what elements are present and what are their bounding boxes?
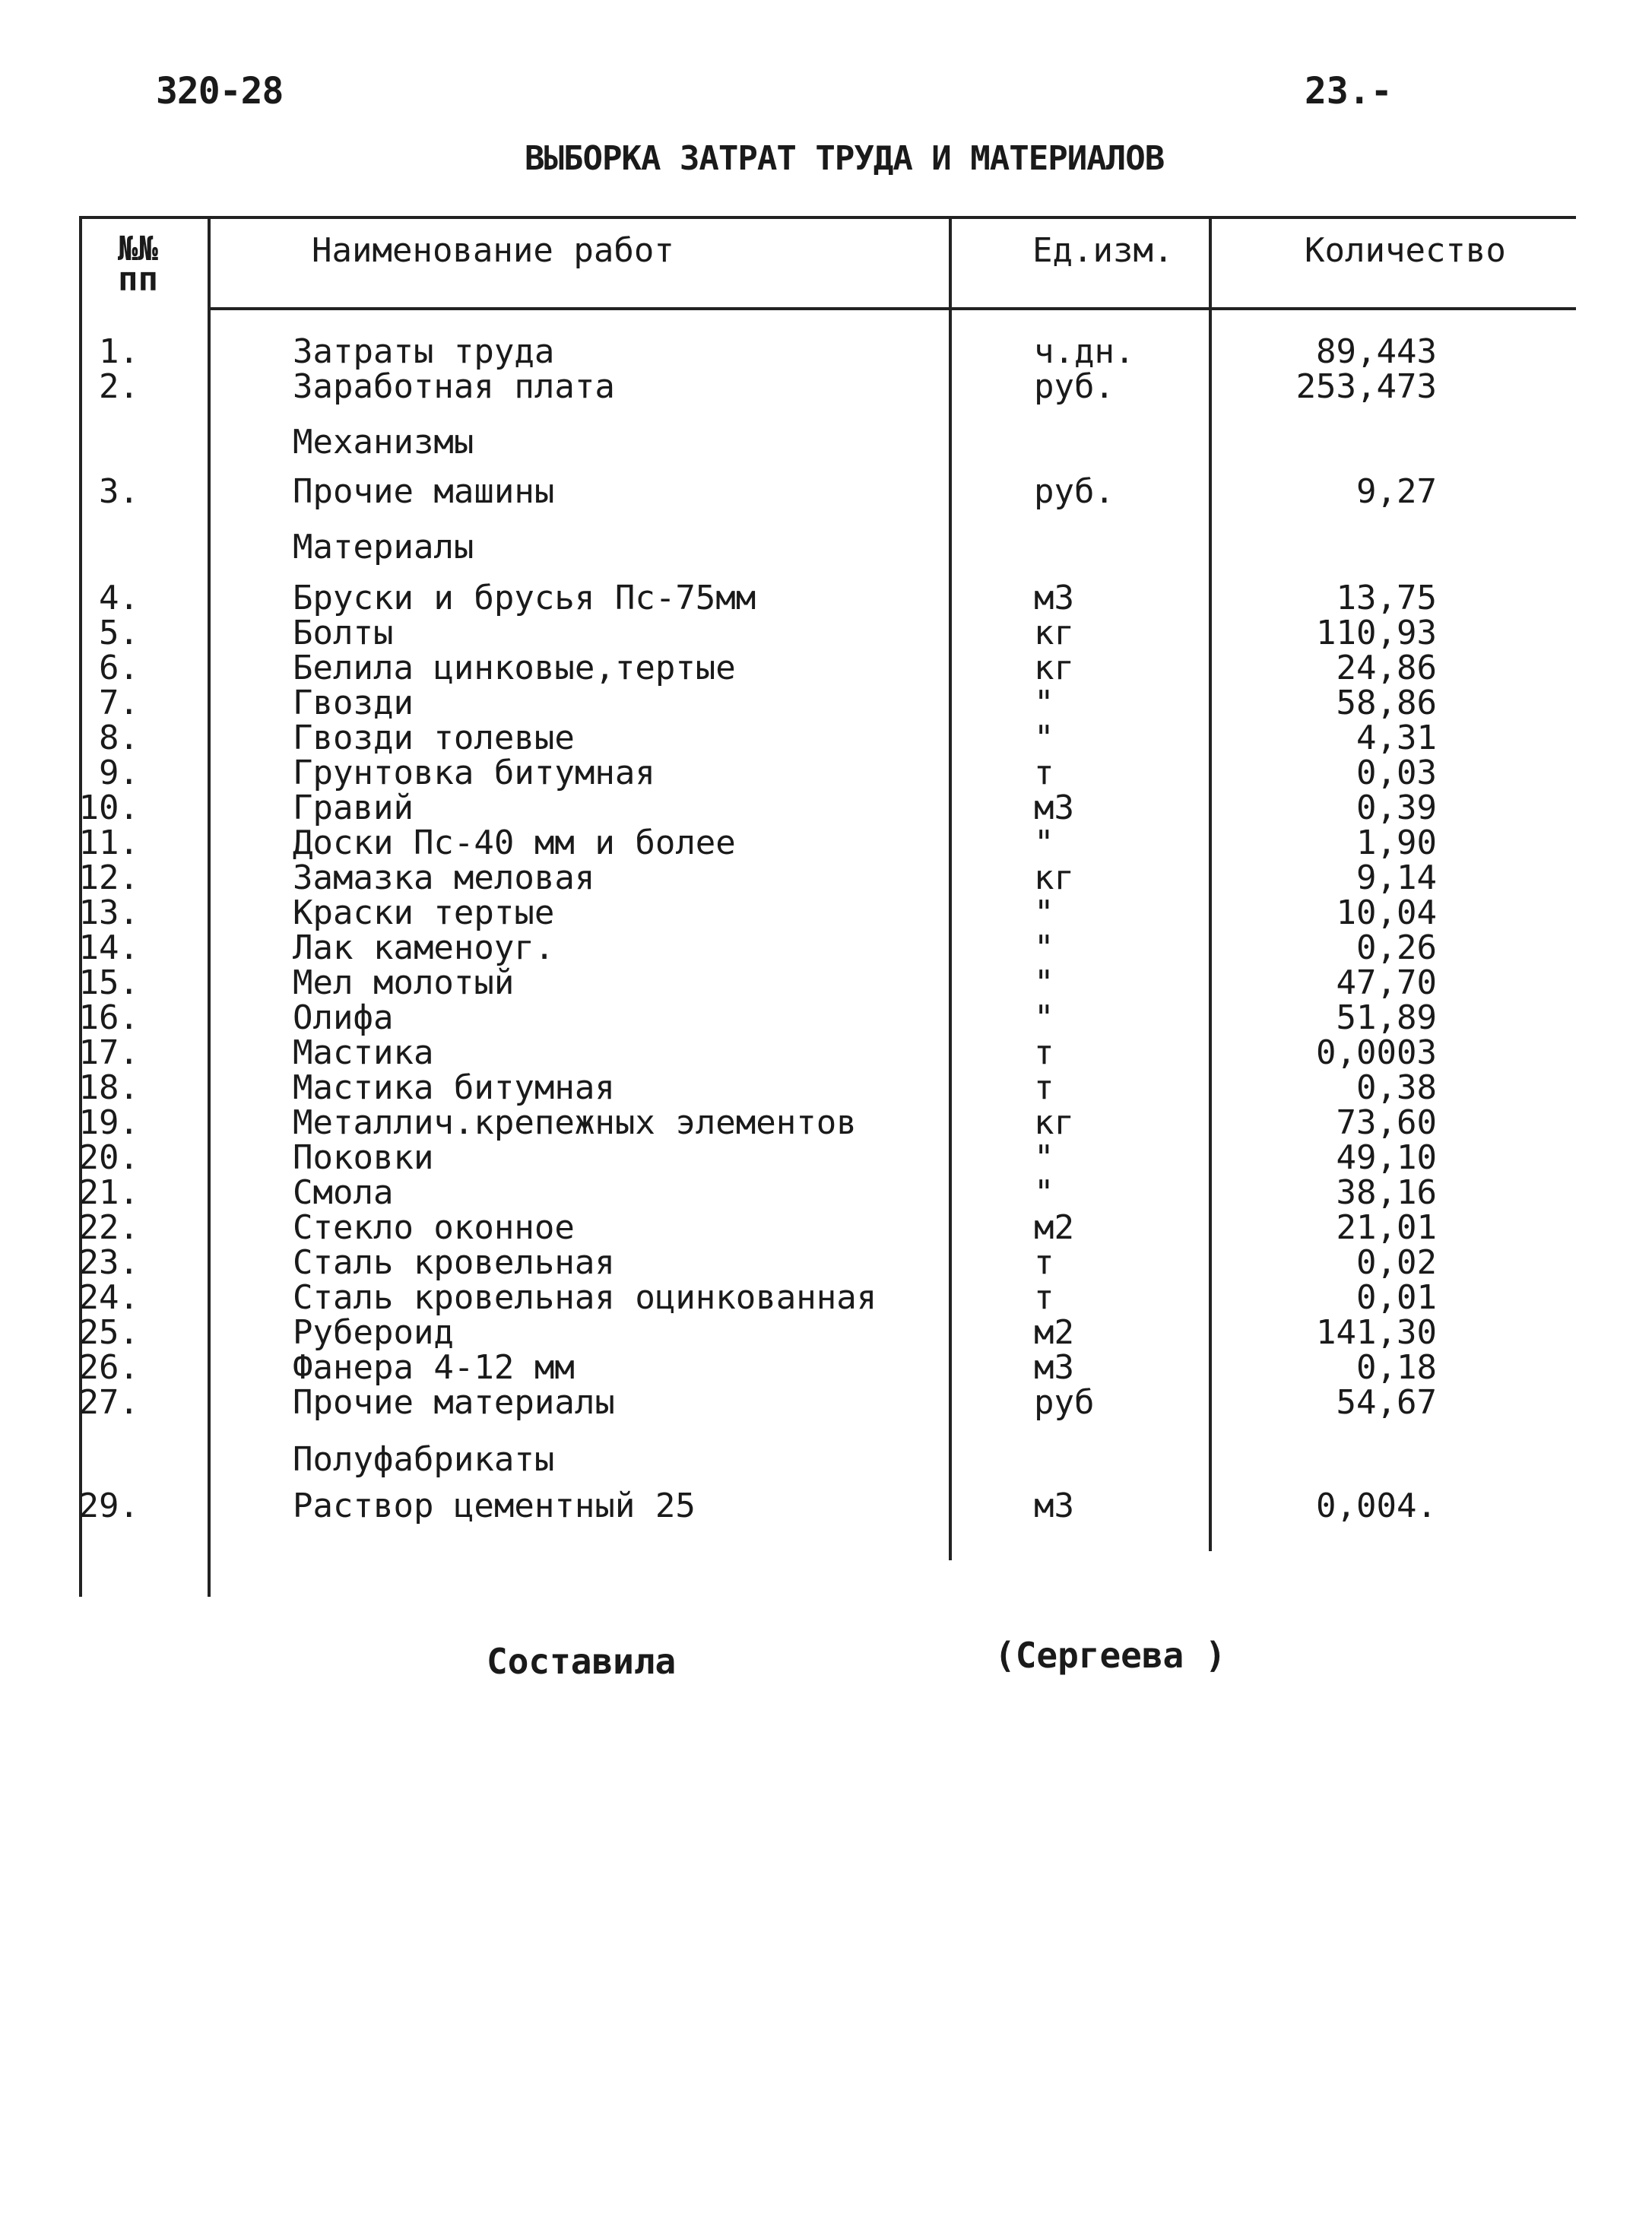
compiled-by-label: Составила <box>487 1641 677 1682</box>
row-name: Мастика битумная <box>293 1068 615 1107</box>
row-name: Сталь кровельная оцинкованная <box>293 1278 877 1317</box>
row-unit: " <box>1034 823 1054 862</box>
row-number: 20. <box>78 1138 139 1177</box>
row-quantity: 0,38 <box>1356 1068 1437 1107</box>
row-unit: " <box>1034 1138 1054 1177</box>
document-code: 320-28 <box>156 70 284 113</box>
row-number: 18. <box>78 1068 139 1107</box>
row-unit: ч.дн. <box>1034 332 1135 371</box>
row-unit: " <box>1034 893 1054 932</box>
row-name: Прочие материалы <box>293 1383 615 1422</box>
row-name: Лак каменоуг. <box>293 928 555 967</box>
row-name: Рубероид <box>293 1313 454 1352</box>
row-name: Доски Пс-40 мм и более <box>293 823 736 862</box>
row-number: 15. <box>78 963 139 1002</box>
row-quantity: 253,473 <box>1295 367 1437 406</box>
row-unit: кг <box>1034 858 1074 897</box>
row-name: Стекло оконное <box>293 1208 575 1247</box>
row-quantity: 0,02 <box>1356 1243 1437 1282</box>
row-name: Фанера 4-12 мм <box>293 1348 575 1387</box>
column-header-number: №№ пп <box>118 230 158 299</box>
row-number: 8. <box>99 719 139 757</box>
row-name: Сталь кровельная <box>293 1243 615 1282</box>
row-number: 14. <box>78 928 139 967</box>
row-quantity: 9,27 <box>1356 472 1437 511</box>
row-quantity: 4,31 <box>1356 719 1437 757</box>
row-unit: руб. <box>1034 472 1115 511</box>
row-unit: кг <box>1034 1103 1074 1142</box>
row-name: Замазка меловая <box>293 858 595 897</box>
row-number: 16. <box>78 998 139 1037</box>
row-number: 19. <box>78 1103 139 1142</box>
row-quantity: 0,26 <box>1356 928 1437 967</box>
row-quantity: 54,67 <box>1336 1383 1437 1422</box>
row-quantity: 0,03 <box>1356 754 1437 792</box>
document-title: ВЫБОРКА ЗАТРАТ ТРУДА И МАТЕРИАЛОВ <box>525 139 1165 178</box>
row-quantity: 24,86 <box>1336 649 1437 687</box>
row-number: 22. <box>78 1208 139 1247</box>
section-heading-materials: Материалы <box>293 528 474 566</box>
row-quantity: 38,16 <box>1336 1173 1437 1212</box>
row-name: Олифа <box>293 998 394 1037</box>
row-name: Поковки <box>293 1138 434 1177</box>
row-quantity: 89,443 <box>1316 332 1437 371</box>
row-name: Гравий <box>293 789 414 827</box>
row-name: Гвозди <box>293 684 414 722</box>
row-name: Смола <box>293 1173 394 1212</box>
row-unit: " <box>1034 928 1054 967</box>
row-name: Болты <box>293 614 394 652</box>
row-number: 9. <box>99 754 139 792</box>
row-quantity: 9,14 <box>1356 858 1437 897</box>
row-number: 29. <box>78 1487 139 1525</box>
row-name: Раствор цементный 25 <box>293 1487 696 1525</box>
row-number: 13. <box>78 893 139 932</box>
row-quantity: 13,75 <box>1336 579 1437 617</box>
row-number: 6. <box>99 649 139 687</box>
row-name: Прочие машины <box>293 472 555 511</box>
row-quantity: 141,30 <box>1316 1313 1437 1352</box>
row-number: 10. <box>78 789 139 827</box>
row-name: Мел молотый <box>293 963 515 1002</box>
row-quantity: 58,86 <box>1336 684 1437 722</box>
row-name: Краски тертые <box>293 893 555 932</box>
row-unit: м2 <box>1034 1208 1074 1247</box>
row-name: Мастика <box>293 1033 434 1072</box>
row-quantity: 49,10 <box>1336 1138 1437 1177</box>
row-unit: т <box>1034 1068 1054 1107</box>
row-unit: м3 <box>1034 789 1074 827</box>
row-quantity: 0,004. <box>1316 1487 1437 1525</box>
section-heading-mechanisms: Механизмы <box>293 423 474 462</box>
row-name: Белила цинковые,тертые <box>293 649 736 687</box>
row-quantity: 110,93 <box>1316 614 1437 652</box>
row-number: 4. <box>99 579 139 617</box>
row-unit: " <box>1034 719 1054 757</box>
row-name: Гвозди толевые <box>293 719 575 757</box>
column-divider-2 <box>949 216 952 1560</box>
row-quantity: 0,0003 <box>1316 1033 1437 1072</box>
row-number: 21. <box>78 1173 139 1212</box>
row-unit: " <box>1034 963 1054 1002</box>
row-unit: " <box>1034 1173 1054 1212</box>
row-number: 27. <box>78 1383 139 1422</box>
row-unit: руб. <box>1034 367 1115 406</box>
row-number: 24. <box>78 1278 139 1317</box>
row-unit: кг <box>1034 649 1074 687</box>
row-unit: т <box>1034 1278 1054 1317</box>
column-header-quantity: Количество <box>1305 231 1506 270</box>
row-number: 12. <box>78 858 139 897</box>
page-number: 23.- <box>1305 70 1393 113</box>
row-name: Заработная плата <box>293 367 615 406</box>
row-unit: " <box>1034 998 1054 1037</box>
row-name: Затраты труда <box>293 332 555 371</box>
table-top-rule <box>82 216 1576 219</box>
row-number: 7. <box>99 684 139 722</box>
row-quantity: 47,70 <box>1336 963 1437 1002</box>
column-divider-1 <box>208 216 211 1597</box>
row-number: 11. <box>78 823 139 862</box>
row-number: 1. <box>99 332 139 371</box>
row-quantity: 0,39 <box>1356 789 1437 827</box>
row-unit: кг <box>1034 614 1074 652</box>
column-header-unit: Ед.изм. <box>1032 231 1174 270</box>
table-header-rule <box>208 307 1576 310</box>
row-unit: " <box>1034 684 1054 722</box>
row-unit: т <box>1034 1033 1054 1072</box>
row-number: 17. <box>78 1033 139 1072</box>
row-quantity: 0,18 <box>1356 1348 1437 1387</box>
row-unit: м3 <box>1034 1487 1074 1525</box>
row-unit: т <box>1034 1243 1054 1282</box>
column-divider-3 <box>1209 216 1212 1551</box>
row-name: Грунтовка битумная <box>293 754 655 792</box>
section-heading-semi-finished: Полуфабрикаты <box>293 1440 555 1479</box>
row-number: 23. <box>78 1243 139 1282</box>
row-number: 5. <box>99 614 139 652</box>
row-quantity: 0,01 <box>1356 1278 1437 1317</box>
row-quantity: 10,04 <box>1336 893 1437 932</box>
row-unit: м3 <box>1034 579 1074 617</box>
row-name: Бруски и брусья Пс-75мм <box>293 579 756 617</box>
row-quantity: 21,01 <box>1336 1208 1437 1247</box>
row-quantity: 1,90 <box>1356 823 1437 862</box>
row-unit: руб <box>1034 1383 1095 1422</box>
row-number: 25. <box>78 1313 139 1352</box>
row-number: 3. <box>99 472 139 511</box>
row-number: 26. <box>78 1348 139 1387</box>
signer-name: (Сергеева ) <box>994 1635 1226 1676</box>
row-unit: т <box>1034 754 1054 792</box>
column-header-name: Наименование работ <box>312 231 674 270</box>
row-quantity: 51,89 <box>1336 998 1437 1037</box>
row-unit: м2 <box>1034 1313 1074 1352</box>
row-number: 2. <box>99 367 139 406</box>
row-unit: м3 <box>1034 1348 1074 1387</box>
row-quantity: 73,60 <box>1336 1103 1437 1142</box>
row-name: Металлич.крепежных элементов <box>293 1103 857 1142</box>
